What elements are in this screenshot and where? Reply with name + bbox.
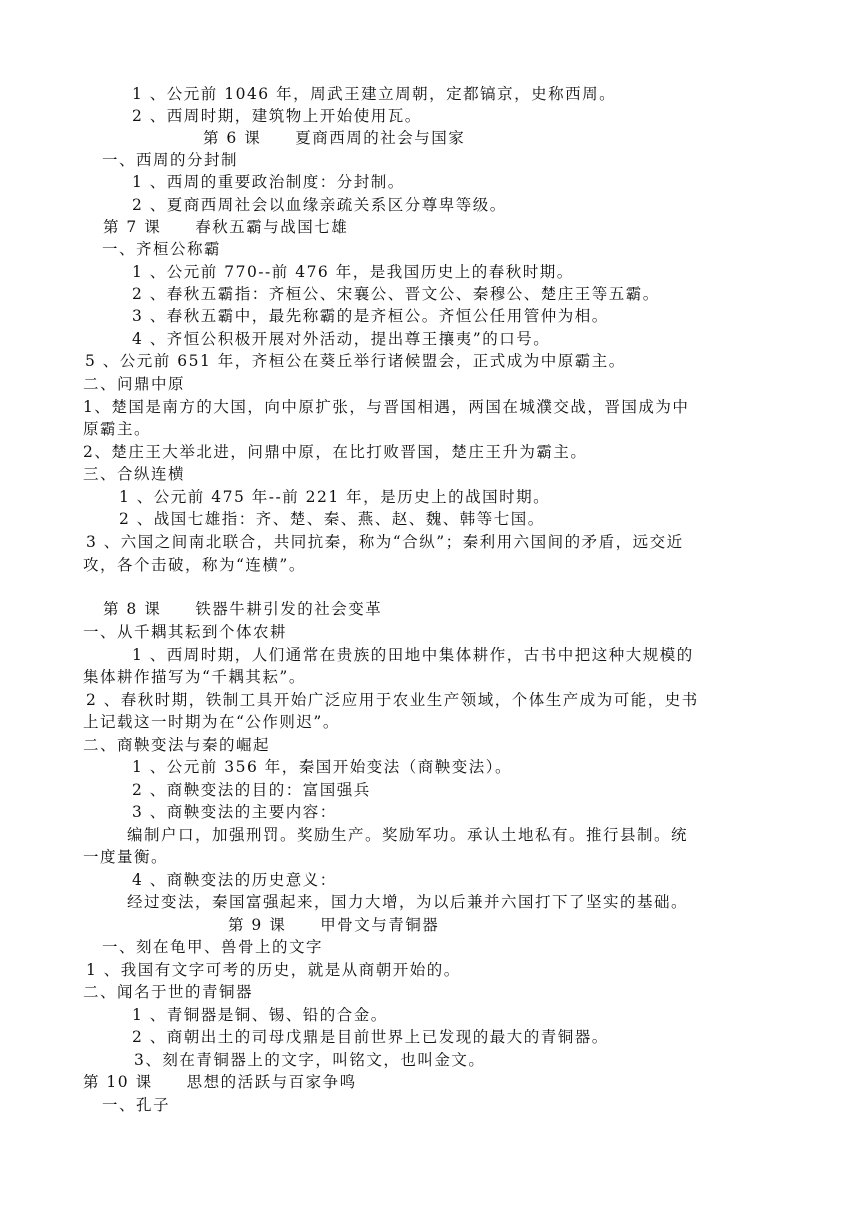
section-heading: 一、西周的分封制 — [102, 151, 239, 169]
text-line: 2 、西周时期，建筑物上开始使用瓦。 — [132, 107, 422, 125]
text-line: 1 、青铜器是铜、锡、铅的合金。 — [132, 1006, 388, 1024]
text-line: 一度量衡。 — [83, 848, 169, 866]
section-heading: 一、刻在龟甲、兽骨上的文字 — [102, 938, 324, 956]
text-line: 2 、商朝出土的司母戊鼎是目前世界上已发现的最大的青铜器。 — [132, 1028, 609, 1046]
text-line: 编制户口，加强刑罚。奖励生产。奖励军功。承认土地私有。推行县制。统 — [127, 826, 689, 844]
text-line: 1 、公元前 1046 年，周武王建立周朝，定都镐京，史称西周。 — [132, 85, 617, 103]
lesson-heading: 第 8 课 铁器牛耕引发的社会变革 — [103, 600, 383, 618]
text-line: 经过变法，秦国富强起来，国力大增，为以后兼并六国打下了坚实的基础。 — [127, 893, 689, 911]
text-line: 上记载这一时期为在“公作则迟”。 — [83, 713, 340, 731]
lesson-heading: 第 6 课 夏商西周的社会与国家 — [203, 129, 466, 147]
text-line: 1 、我国有文字可考的历史，就是从商朝开始的。 — [86, 961, 461, 979]
text-line: 4 、齐恒公积极开展对外活动，提出尊王攘夷”的口号。 — [132, 330, 551, 348]
text-line: 1 、公元前 475 年--前 221 年，是历史上的战国时期。 — [119, 488, 551, 506]
lesson-heading: 第 7 课 春秋五霸与战国七雄 — [103, 218, 349, 236]
lesson-heading: 第 9 课 甲骨文与青铜器 — [228, 916, 440, 934]
text-line: 3 、六国之间南北联合，共同抗秦，称为“合纵”；秦利用六国间的矛盾，远交近 — [86, 533, 684, 551]
text-line: 1、楚国是南方的大国，向中原扩张，与晋国相遇，两国在城濮交战，晋国成为中 — [83, 398, 690, 416]
section-heading: 一、从千耦其耘到个体农耕 — [83, 623, 288, 641]
text-line: 2、楚庄王大举北进，问鼎中原，在比打败晋国，楚庄王升为霸主。 — [83, 443, 588, 461]
section-heading: 一、齐桓公称霸 — [102, 240, 222, 258]
text-line: 1 、西周时期，人们通常在贵族的田地中集体耕作，古书中把这种大规模的 — [132, 646, 694, 664]
text-line: 5 、公元前 651 年，齐桓公在葵丘举行诸候盟会，正式成为中原霸主。 — [85, 352, 626, 370]
section-heading: 二、问鼎中原 — [83, 375, 186, 393]
text-line: 1 、公元前 356 年，秦国开始变法（商鞅变法）。 — [132, 758, 512, 776]
text-line: 3 、春秋五霸中，最先称霸的是齐桓公。齐恒公任用管仲为相。 — [132, 307, 609, 325]
text-line: 2 、商鞅变法的目的：富国强兵 — [132, 781, 371, 799]
text-line: 集体耕作描写为“千耦其耘”。 — [83, 668, 306, 686]
text-line: 2 、春秋时期，铁制工具开始广泛应用于农业生产领域，个体生产成为可能，史书 — [86, 691, 699, 709]
text-line: 2 、夏商西周社会以血缘亲疏关系区分尊卑等级。 — [132, 196, 507, 214]
text-line: 1 、西周的重要政治制度：分封制。 — [132, 173, 405, 191]
text-line: 攻，各个击破，称为“连横”。 — [83, 556, 306, 574]
lesson-heading: 第 10 课 思想的活跃与百家争鸣 — [83, 1073, 357, 1091]
section-heading: 二、闻名于世的青铜器 — [83, 983, 254, 1001]
text-line: 2 、春秋五霸指：齐桓公、宋襄公、晋文公、秦穆公、楚庄王等五霸。 — [132, 285, 660, 303]
text-line: 1 、公元前 770--前 476 年，是我国历史上的春秋时期。 — [132, 263, 574, 281]
section-heading: 一、孔子 — [102, 1096, 171, 1114]
section-heading: 二、商鞅变法与秦的崛起 — [83, 736, 271, 754]
text-line: 3 、商鞅变法的主要内容： — [132, 803, 337, 821]
text-line: 3、刻在青铜器上的文字，叫铭文，也叫金文。 — [134, 1051, 486, 1069]
section-heading: 三、合纵连横 — [83, 465, 186, 483]
text-line: 原霸主。 — [83, 420, 152, 438]
text-line: 4 、商鞅变法的历史意义： — [132, 871, 337, 889]
text-line: 2 、战国七雄指：齐、楚、秦、燕、赵、魏、韩等七国。 — [119, 510, 545, 528]
